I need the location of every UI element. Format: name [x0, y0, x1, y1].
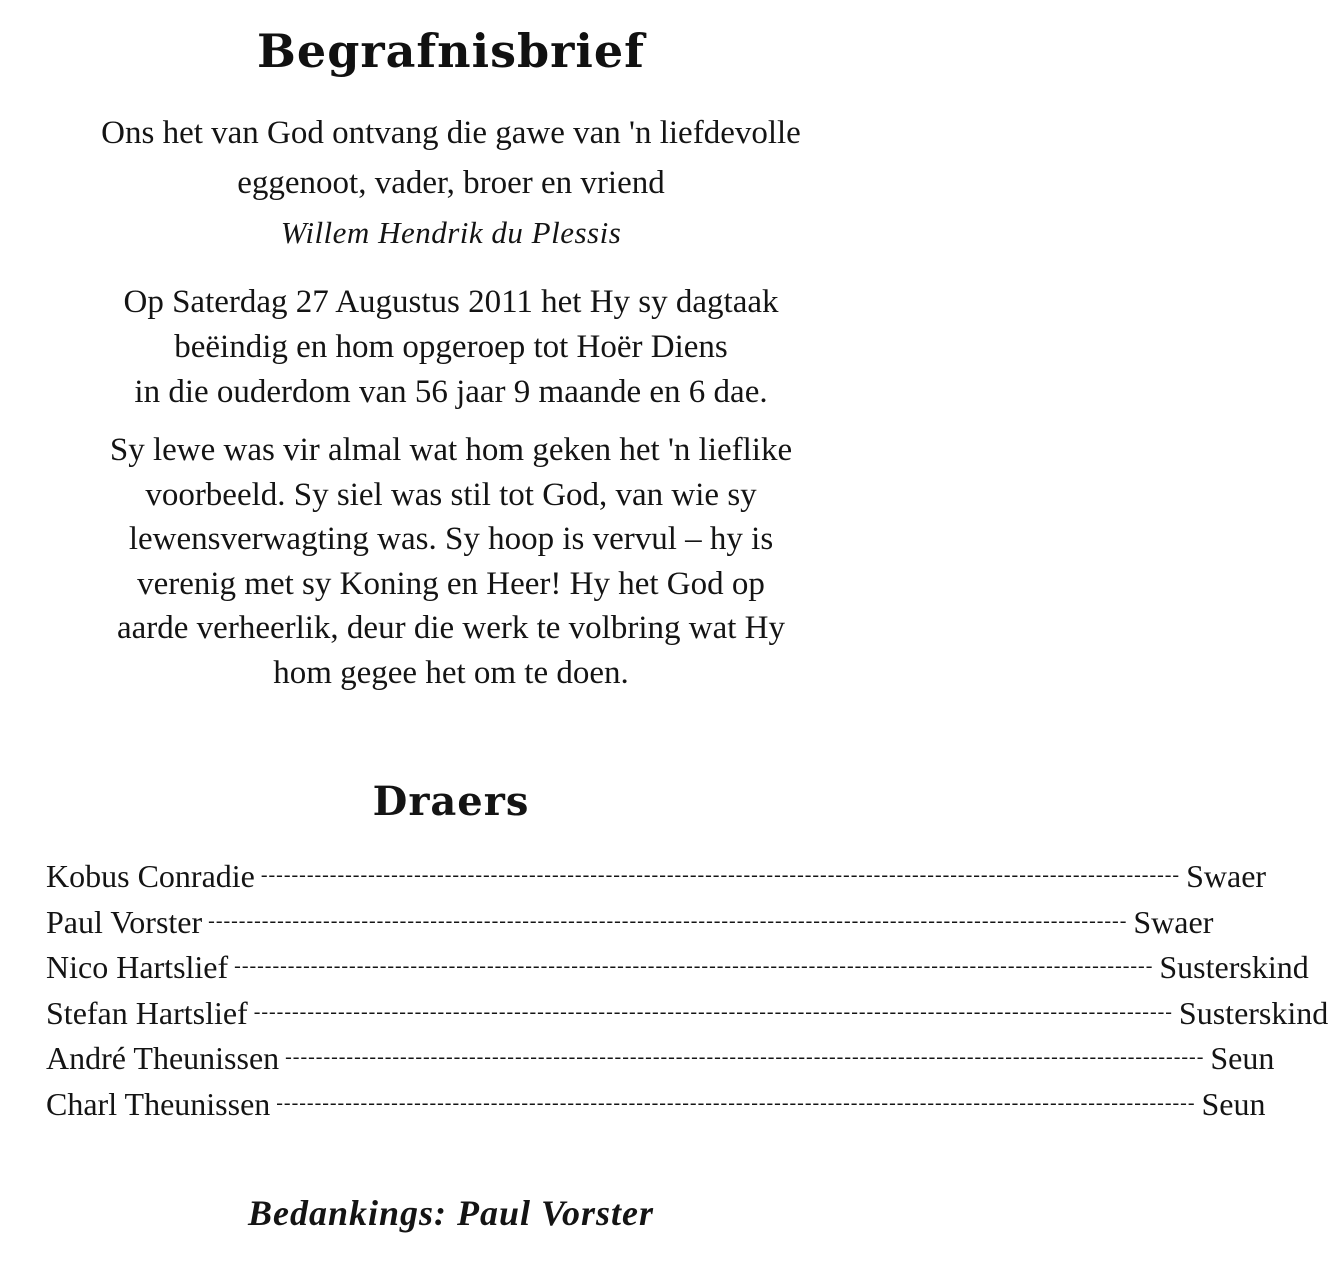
bearer-name: Nico Hartslief — [46, 949, 229, 985]
tribute-paragraph — [0, 428, 902, 695]
paragraph-line: aarde verheerlik, deur die werk te volbring wat Hy — [117, 610, 785, 646]
bearer-role: Susterskind — [1159, 949, 1309, 985]
bearer-name: André Theunissen — [46, 1040, 280, 1076]
bearer-name: Stefan Hartslief — [46, 994, 248, 1031]
bearer-row — [46, 994, 1328, 1041]
bearer-row — [46, 949, 1309, 995]
paragraph-line: Op Saterdag 27 Augustus 2011 het Hy sy dagtaak — [123, 284, 779, 320]
bearer-role: Seun — [1210, 1040, 1275, 1076]
bearer-row — [46, 1085, 1266, 1132]
leader-dashes: ------------------------------------------------------------------------------------------------------------------------ — [285, 1046, 1205, 1068]
leader-dashes: ------------------------------------------------------------------------------------------------------------------------ — [253, 1000, 1173, 1023]
bearers-list — [46, 858, 1328, 1131]
bearer-role: Susterskind — [1178, 994, 1328, 1031]
deceased-name: Willem Hendrik du Plessis — [280, 215, 622, 250]
bearer-role: Swaer — [1133, 903, 1214, 940]
thanks-line: Bedankings: Paul Vorster — [247, 1193, 655, 1233]
intro-line: eggenoot, vader, broer en vriend — [237, 165, 665, 201]
passing-paragraph — [0, 280, 902, 415]
paragraph-line: lewensverwagting was. Sy hoop is vervul – hy is — [128, 521, 774, 557]
bearer-role: Seun — [1201, 1085, 1266, 1122]
bearer-role: Swaer — [1186, 858, 1267, 894]
paragraph-line: beëindig en hom opgeroep tot Hoër Diens — [174, 329, 728, 365]
paragraph-line: Sy lewe was vir almal wat hom geken het 'n lieflike — [109, 432, 793, 468]
bearer-row — [46, 903, 1214, 950]
bearers-heading: Draers — [372, 778, 530, 825]
leader-dashes: ------------------------------------------------------------------------------------------------------------------------ — [234, 955, 1154, 977]
leader-dashes: ------------------------------------------------------------------------------------------------------------------------ — [260, 864, 1181, 886]
paragraph-line: in die ouderdom van 56 jaar 9 maande en 6 dae. — [134, 374, 768, 410]
paragraph-line: verenig met sy Koning en Heer! Hy het God op — [137, 565, 765, 602]
bearer-name: Kobus Conradie — [46, 858, 255, 894]
intro-text — [0, 108, 902, 208]
intro-line: Ons het van God ontvang die gawe van 'n liefdevolle — [101, 115, 801, 151]
bearer-name: Charl Theunissen — [46, 1085, 271, 1122]
bearer-row — [46, 858, 1267, 904]
paragraph-line: voorbeeld. Sy siel was stil tot God, van wie sy — [145, 476, 757, 513]
bearer-name: Paul Vorster — [46, 903, 203, 940]
bearer-row — [46, 1040, 1275, 1086]
leader-dashes: ------------------------------------------------------------------------------------------------------------------------ — [276, 1091, 1196, 1114]
leader-dashes: ------------------------------------------------------------------------------------------------------------------------ — [208, 909, 1128, 932]
page-title: Begrafnisbrief — [257, 24, 645, 78]
paragraph-line: hom gegee het om te doen. — [273, 654, 629, 691]
